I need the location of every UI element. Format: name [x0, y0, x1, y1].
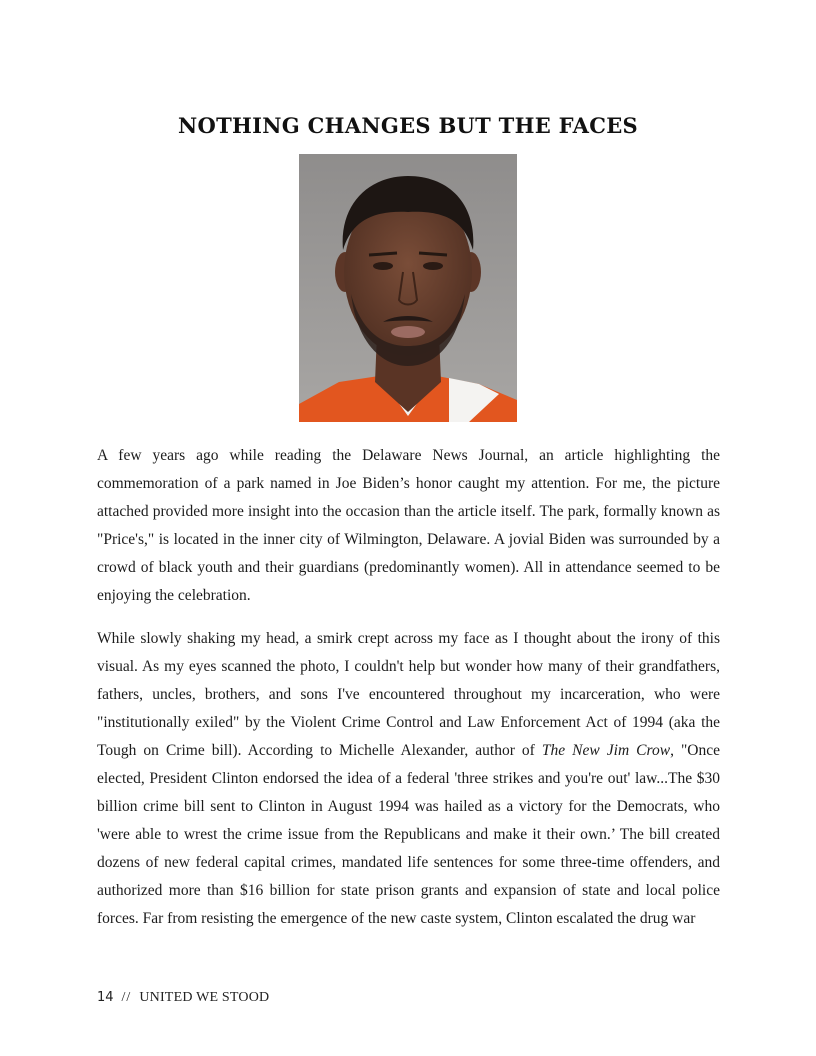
footer-separator: //	[121, 990, 132, 1005]
paragraph-2-quote: , "Once elected, President Clinton endorsed the idea of a federal 'three strikes and you're out' law...The $30 billion crime bill sent to Clinton in August 1994 was hailed as a victory for the Democrats, who 'were able to wrest the crime issue from the Republicans and make it their own.’ The bill created dozens of new federal capital crimes, mandated life sentences for some three-time offenders, and authorized more than $16 billion for state prison grants and expansion of state and local police forces. Far from resisting the emergence of the new caste system, Clinton escalated the drug war	[97, 742, 721, 927]
mugshot-photo	[299, 154, 517, 422]
article-body	[97, 442, 720, 948]
book-title: The New Jim Crow	[541, 742, 671, 759]
paragraph-1: A few years ago while reading the Delaware News Journal, an article highlighting the commemoration of a park named in Joe Biden’s honor caught my attention. For me, the picture attached provided more insight into the occasion than the article itself. The park, formally known as "Price's," is located in the inner city of Wilmington, Delaware. A jovial Biden was surrounded by a crowd of black youth and their guardians (predominantly women). All in attendance seemed to be enjoying the celebration.	[97, 447, 720, 604]
paragraph-2	[97, 625, 720, 933]
paragraph-2-intro: While slowly shaking my head, a smirk crept across my face as I thought about the irony of this visual. As my eyes scanned the photo, I couldn't help but wonder how many of their grandfathers, fathers, uncles, brothers, and sons I've encountered throughout my incarceration, who were "institutionally exiled" by the Violent Crime Control and Law Enforcement Act of 1994 (aka the Tough on Crime bill). According to Michelle Alexander, author of	[97, 630, 720, 759]
article-title: NOTHING CHANGES BUT THE FACES	[177, 113, 639, 139]
page-footer	[97, 990, 269, 1006]
running-title: UNITED WE STOOD	[139, 990, 270, 1005]
page-number: 14	[97, 990, 114, 1005]
